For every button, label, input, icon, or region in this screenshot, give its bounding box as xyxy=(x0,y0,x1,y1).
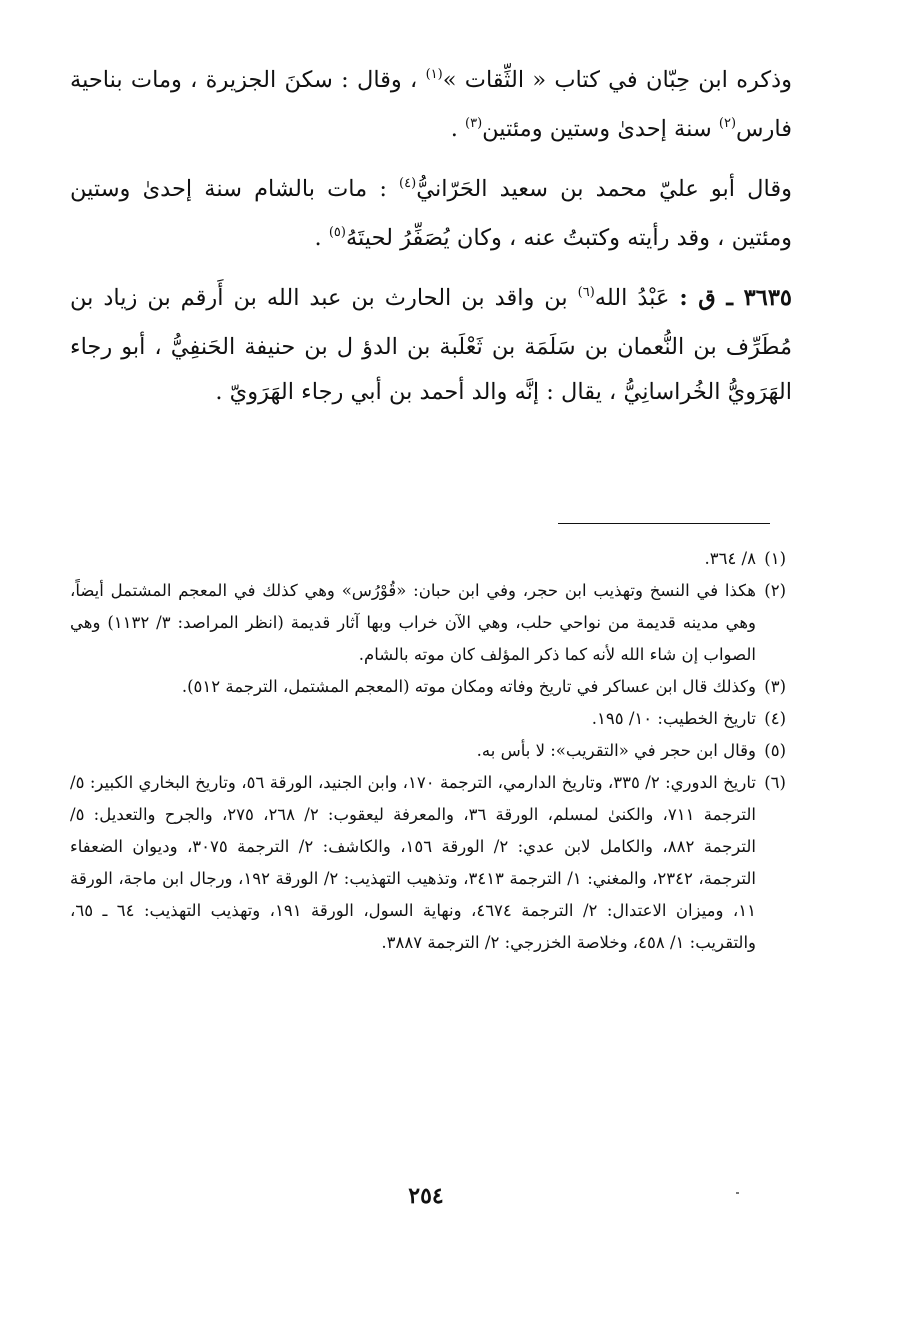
footnotes xyxy=(70,543,786,959)
text-segment: وقال أبو عليّ محمد بن سعيد الحَرّانيُّ xyxy=(416,176,793,202)
text-segment: عَبْدُ الله xyxy=(594,285,680,311)
footnote-1 xyxy=(70,543,786,575)
footnote-5 xyxy=(70,735,786,767)
paragraph-harrani xyxy=(70,167,792,264)
footnote-number: (٤) xyxy=(764,709,786,728)
text-segment: وذكره ابن حِبّان في كتاب « الثِّقات » xyxy=(442,67,792,93)
footnote-number: (٢) xyxy=(764,581,786,600)
footnote-text: تاريخ الدوري: ٢/ ٣٣٥، وتاريخ الدارمي، الترجمة ١٧٠، وابن الجنيد، الورقة ٥٦، وتاريخ البخاري الكبير: ٥/ الترجمة ٧١١، والكنىٰ لمسلم، الورقة ٣٦، والمعرفة ليعقوب: ٢/ ٢٦٨، ٢٧٥، والجرح والتعديل: ٥/ الترجمة ٨٨٢، والكامل لابن عدي: ٢/ الورقة ١٥٦، والكاشف: ٢/ الترجمة ٣٠٧٥، وديوان الضعفاء الترجمة، ٢٣٤٢، والمغني: ١/ الترجمة ٣٤١٣، وتذهيب التهذيب: ٢/ الورقة ١٩٢، ورجال ابن ماجة، الورقة ١١، وميزان الاعتدال: ٢/ الترجمة ٤٦٧٤، ونهاية السول، الورقة ١٩١، وتهذيب التهذيب: ٦٤ ـ ٦٥، والتقريب: ١/ ٤٥٨، وخلاصة الخزرجي: ٢/ الترجمة ٣٨٨٧. xyxy=(70,773,757,952)
footnote-text: وكذلك قال ابن عساكر في تاريخ وفاته ومكان موته (المعجم المشتمل، الترجمة ٥١٢). xyxy=(181,677,756,696)
text-segment: بن واقد بن الحارث بن عبد الله بن أَرقم بن زياد بن مُطَرِّف بن النُّعمان بن سَلَمَة بن ثَعْلَبة بن الدؤ ل بن حنيفة الحَنفِيُّ ، أبو رجاء الهَرَويُّ الخُراسانِيُّ ، يقال : إنَّه والد أحمد بن أبي رجاء الهَرَويّ . xyxy=(70,285,792,405)
footnote-number: (١) xyxy=(764,549,786,568)
text-segment: . xyxy=(314,224,329,251)
footnote-text: ٨/ ٣٦٤. xyxy=(704,549,756,568)
text-segment: : مات بالشام سنة إحدىٰ وستين ومئتين ، وقد رأيته وكتبتُ عنه ، وكان يُصَفِّرُ لحيتَهُ xyxy=(70,176,792,251)
page-number: ٢٥٤ xyxy=(408,1183,444,1209)
footnote-text: تاريخ الخطيب: ١٠/ ١٩٥. xyxy=(591,709,756,728)
footnote-text: وقال ابن حجر في «التقريب»: لا بأس به. xyxy=(476,741,756,760)
footnote-ref-1[interactable]: (١) xyxy=(425,67,443,82)
paragraph-ibn-hibban xyxy=(70,58,792,155)
main-text xyxy=(70,58,792,416)
footnote-ref-6[interactable]: (٦) xyxy=(577,285,595,300)
footnote-separator xyxy=(558,523,770,524)
footnote-ref-5[interactable]: (٥) xyxy=(328,224,346,240)
text-segment: ، وقال : سكنَ الجزيرة ، ومات بناحية فارس xyxy=(70,67,792,142)
footnote-4 xyxy=(70,703,786,735)
entry-3635 xyxy=(70,276,792,416)
scan-speck xyxy=(736,1192,739,1194)
footnote-text: هكذا في النسخ وتهذيب ابن حجر، وفي ابن حبان: «قُوْرُس» وهي كذلك في المعجم المشتمل أيضاً، وهي مدينه قديمة من نواحي حلب، وهي الآن خراب وبها آثار قديمة (انظر المراصد: ٣/ ١١٣٢) وهي الصواب إن شاء الله لأنه كما ذكر المؤلف كان موته بالشام. xyxy=(70,581,756,664)
entry-number: ٣٦٣٥ ـ ق : xyxy=(679,285,792,311)
footnote-ref-2[interactable]: (٢) xyxy=(718,115,737,131)
footnote-number: (٣) xyxy=(764,677,786,696)
footnote-number: (٥) xyxy=(764,741,786,760)
footnote-ref-3[interactable]: (٣) xyxy=(465,115,483,131)
footnote-2 xyxy=(70,575,786,671)
footnote-number: (٦) xyxy=(764,773,786,792)
footnote-6 xyxy=(70,767,786,959)
text-segment: . xyxy=(450,115,466,142)
footnote-ref-4[interactable]: (٤) xyxy=(399,176,417,191)
text-segment: سنة إحدىٰ وستين ومئتين xyxy=(482,115,719,142)
footnote-3 xyxy=(70,671,786,703)
